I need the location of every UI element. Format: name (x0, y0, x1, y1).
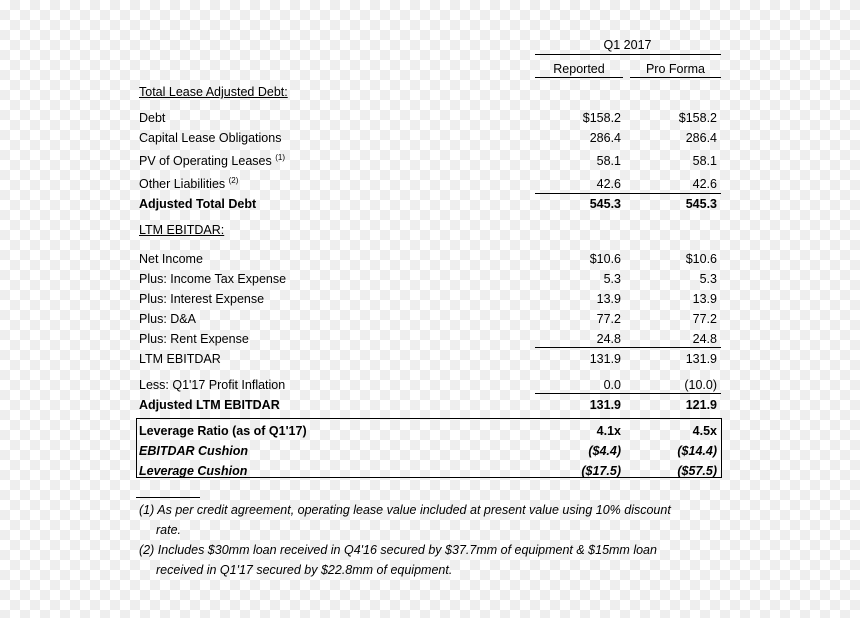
reported-value: 5.3 (603, 272, 621, 286)
reported-value: 131.9 (589, 398, 621, 412)
pro-forma-value: 42.6 (692, 177, 717, 191)
debt-subtotal-rule (535, 193, 721, 194)
row-label: Debt (139, 111, 166, 125)
row-label-text: Other Liabilities (139, 177, 226, 191)
row-label: Plus: D&A (139, 312, 196, 326)
row-label (139, 176, 238, 192)
pro-forma-value: $158.2 (678, 111, 717, 125)
row-label: Adjusted Total Debt (139, 197, 257, 211)
row-label: Plus: Interest Expense (139, 292, 265, 306)
pro-forma-value: 4.5x (692, 424, 717, 438)
reported-value: $10.6 (589, 252, 621, 266)
pro-forma-value: 77.2 (692, 312, 717, 326)
reported-value: 13.9 (596, 292, 621, 306)
reported-value: 286.4 (589, 131, 621, 145)
reported-value: $158.2 (582, 111, 621, 125)
adjusted-ebitdar-rule (535, 393, 721, 394)
reported-value: 131.9 (589, 352, 621, 366)
footnote-marker: (1) (275, 153, 285, 162)
reported-value: 24.8 (596, 332, 621, 346)
pro-forma-value: (10.0) (684, 378, 717, 392)
footnote-text-continued: rate. (156, 523, 182, 537)
reported-column-header: Reported (553, 62, 605, 76)
footnote-marker: (2) (139, 543, 155, 557)
pro-forma-value: 121.9 (685, 398, 717, 412)
row-label: Capital Lease Obligations (139, 131, 282, 145)
row-label: Leverage Cushion (139, 464, 248, 478)
debt-section-title: Total Lease Adjusted Debt: (139, 85, 288, 99)
reported-value: 0.0 (603, 378, 621, 392)
pro-forma-value: 13.9 (692, 292, 717, 306)
pro-forma-value: ($57.5) (677, 464, 717, 478)
reported-value: 4.1x (596, 424, 621, 438)
footnote-1 (139, 500, 739, 540)
footnote-text: Includes $30mm loan received in Q4'16 secured by $37.7mm of equipment & $15mm loan (157, 543, 657, 557)
pro-forma-value: 58.1 (692, 154, 717, 168)
pro-forma-header-rule (630, 77, 721, 78)
footnote-separator (136, 497, 200, 498)
pro-forma-value: 286.4 (685, 131, 717, 145)
pro-forma-value: 24.8 (692, 332, 717, 346)
row-label: LTM EBITDAR (139, 352, 221, 366)
footnote-2 (139, 540, 739, 580)
reported-value: 42.6 (596, 177, 621, 191)
row-label: Plus: Income Tax Expense (139, 272, 287, 286)
footnote-marker: (2) (228, 176, 239, 185)
reported-value: 545.3 (589, 197, 621, 211)
pro-forma-value: 131.9 (685, 352, 717, 366)
reported-value: ($4.4) (588, 444, 621, 458)
reported-value: 58.1 (596, 154, 621, 168)
pro-forma-value: ($14.4) (677, 444, 717, 458)
period-header: Q1 2017 (603, 38, 652, 52)
footnote-text-continued: received in Q1'17 secured by $22.8mm of equipment. (156, 563, 453, 577)
period-header-rule (535, 54, 721, 55)
reported-header-rule (535, 77, 623, 78)
pro-forma-value: $10.6 (685, 252, 717, 266)
row-label: Net Income (139, 252, 203, 266)
ebitdar-section-title: LTM EBITDAR: (139, 223, 225, 237)
reported-value: ($17.5) (581, 464, 621, 478)
row-label (139, 153, 285, 169)
row-label: Less: Q1'17 Profit Inflation (139, 378, 286, 392)
pro-forma-column-header: Pro Forma (645, 62, 706, 76)
footnote-text: As per credit agreement, operating lease value included at present value using 10% discount (157, 503, 671, 517)
pro-forma-value: 545.3 (685, 197, 717, 211)
row-label: Leverage Ratio (as of Q1'17) (139, 424, 307, 438)
pro-forma-value: 5.3 (699, 272, 717, 286)
row-label: Adjusted LTM EBITDAR (139, 398, 280, 412)
row-label: EBITDAR Cushion (139, 444, 249, 458)
footnote-marker: (1) (139, 503, 155, 517)
ebitdar-subtotal-rule (535, 347, 721, 348)
row-label-text: PV of Operating Leases (139, 154, 272, 168)
row-label: Plus: Rent Expense (139, 332, 249, 346)
reported-value: 77.2 (596, 312, 621, 326)
